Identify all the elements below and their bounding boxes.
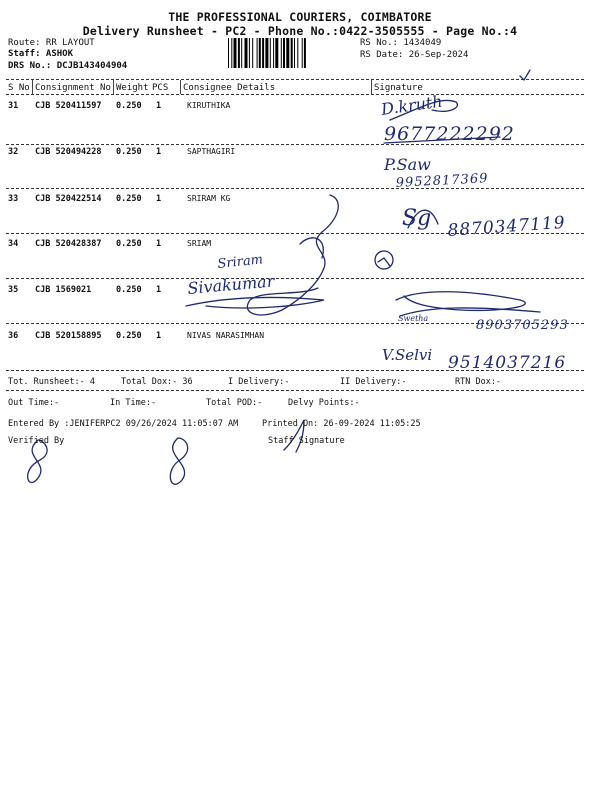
signature-stroke bbox=[300, 238, 323, 258]
signature-stroke bbox=[186, 298, 324, 308]
row-sno: 33 bbox=[8, 194, 19, 204]
row-consignment: CJB 520428387 bbox=[35, 239, 102, 249]
signature-row36-phone: 9514037216 bbox=[448, 353, 567, 373]
row-weight: 0.250 bbox=[116, 239, 142, 249]
row-pcs: 1 bbox=[156, 239, 162, 249]
total-dox: Total Dox:- 36 bbox=[121, 377, 193, 387]
signature-row33-phone: 8870347119 bbox=[446, 212, 567, 241]
ii-delivery: II Delivery:- bbox=[340, 377, 407, 387]
verifier-signature bbox=[170, 438, 187, 484]
row-sno: 32 bbox=[8, 147, 19, 157]
totals-rule bbox=[6, 390, 584, 391]
signature-row35-name: Sivakumar bbox=[186, 271, 276, 298]
rs-number: RS No.: 1434049 bbox=[360, 38, 442, 48]
row-pcs: 1 bbox=[156, 285, 162, 295]
entered-by: Entered By :JENIFERPC2 09/26/2024 11:05:07 AM bbox=[8, 419, 239, 429]
company-title: THE PROFESSIONAL COURIERS, COIMBATORE bbox=[168, 10, 432, 24]
row-pcs: 1 bbox=[156, 194, 162, 204]
row-consignee: SRIRAM KG bbox=[187, 194, 231, 203]
row-consignment: CJB 520494228 bbox=[35, 147, 102, 157]
signature-stroke bbox=[378, 258, 390, 266]
row-sno: 36 bbox=[8, 331, 19, 341]
row-weight: 0.250 bbox=[116, 331, 142, 341]
col-signature: Signature bbox=[374, 83, 423, 93]
col-consignment: Consignment No bbox=[35, 83, 111, 93]
col-sno: S No bbox=[8, 83, 30, 93]
staff-signature-label: Staff Signature bbox=[268, 436, 345, 446]
signature-row31-phone: 9677222292 bbox=[384, 123, 515, 145]
row-pcs: 1 bbox=[156, 101, 162, 111]
row-weight: 0.250 bbox=[116, 147, 142, 157]
row-sno: 35 bbox=[8, 285, 19, 295]
row-sno: 34 bbox=[8, 239, 19, 249]
row-weight: 0.250 bbox=[116, 285, 142, 295]
col-weight: Weight bbox=[116, 83, 149, 93]
tot-runsheet: Tot. Runsheet:- 4 bbox=[8, 377, 95, 387]
row-pcs: 1 bbox=[156, 147, 162, 157]
signature-row32-name: P.Saw bbox=[384, 155, 431, 174]
verified-by-label: Verified By bbox=[8, 436, 65, 446]
col-pcs: PCS bbox=[152, 83, 169, 93]
row-weight: 0.250 bbox=[116, 194, 142, 204]
rs-date: RS Date: 26-Sep-2024 bbox=[360, 50, 469, 60]
in-time: In Time:- bbox=[110, 398, 157, 408]
col-consignee: Consignee Details bbox=[183, 83, 276, 93]
route-label: Route: RR LAYOUT bbox=[8, 38, 95, 48]
signature-row34-name: Sriram bbox=[216, 252, 264, 272]
tick-mark bbox=[520, 70, 530, 80]
signature-row31-name: D.kruth bbox=[379, 91, 444, 119]
rtn-dox: RTN Dox:- bbox=[455, 377, 502, 387]
row-consignment: CJB 1569021 bbox=[35, 285, 92, 295]
i-delivery: I Delivery:- bbox=[228, 377, 290, 387]
verifier-signature bbox=[28, 440, 47, 483]
row-consignee: KIRUTHIKA bbox=[187, 101, 231, 110]
row-consignment: CJB 520411597 bbox=[35, 101, 102, 111]
row-consignment: CJB 520422514 bbox=[35, 194, 102, 204]
drs-number: DRS No.: DCJB143404904 bbox=[8, 61, 128, 71]
signature-row35-small: Swetha bbox=[398, 314, 429, 323]
printed-on: Printed On: 26-09-2024 11:05:25 bbox=[262, 419, 421, 429]
out-time: Out Time:- bbox=[8, 398, 60, 408]
row-consignee: SAPTHAGIRI bbox=[187, 147, 236, 156]
signature-row33-name: Sg bbox=[402, 206, 432, 231]
signature-row35-phone: 8903705293 bbox=[476, 318, 569, 333]
row-consignment: CJB 520158895 bbox=[35, 331, 102, 341]
row-pcs: 1 bbox=[156, 331, 162, 341]
signature-row36-name: V.Selvi bbox=[382, 346, 433, 364]
runsheet-subtitle: Delivery Runsheet - PC2 - Phone No.:0422-3505555 - Page No.:4 bbox=[82, 24, 518, 38]
signature-row32-phone: 9952817369 bbox=[395, 171, 489, 191]
staff-label: Staff: ASHOK bbox=[8, 49, 74, 59]
row-sno: 31 bbox=[8, 101, 19, 111]
total-pod: Total POD:- bbox=[206, 398, 263, 408]
delvy-points: Delvy Points:- bbox=[288, 398, 360, 408]
row-weight: 0.250 bbox=[116, 101, 142, 111]
row-consignee: SRIAM bbox=[187, 239, 212, 248]
row-consignee: NIVAS NARASIMHAN bbox=[187, 331, 265, 340]
